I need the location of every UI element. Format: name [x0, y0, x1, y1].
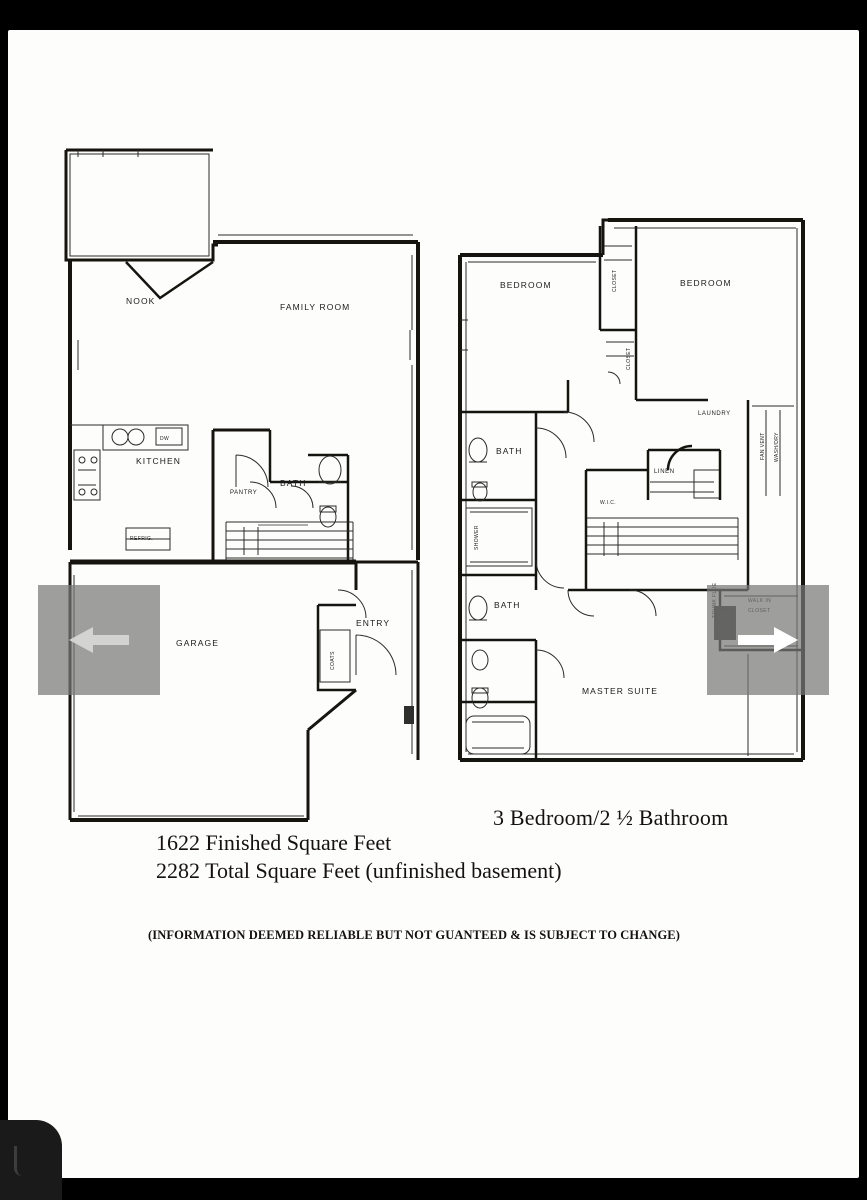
svg-text:BEDROOM: BEDROOM	[680, 278, 732, 288]
arrow-right-icon	[707, 622, 829, 658]
previous-image-button[interactable]	[38, 585, 160, 695]
svg-text:ENTRY: ENTRY	[356, 618, 391, 628]
svg-text:FAMILY ROOM: FAMILY ROOM	[280, 302, 351, 312]
caption-total-sqft: 2282 Total Square Feet (unfinished basement)	[156, 858, 562, 883]
main-floor-plan	[66, 150, 418, 820]
svg-text:MASTER SUITE: MASTER SUITE	[582, 686, 659, 696]
next-image-button[interactable]	[707, 585, 829, 695]
svg-text:NOOK: NOOK	[126, 296, 156, 306]
svg-text:CLOSET: CLOSET	[612, 269, 618, 292]
svg-text:BATH: BATH	[494, 600, 521, 610]
caption-disclaimer: (INFORMATION DEEMED RELIABLE BUT NOT GUANTEED & IS SUBJECT TO CHANGE)	[148, 928, 680, 942]
caption-bedroom-bath: 3 Bedroom/2 ½ Bathroom	[493, 805, 729, 830]
svg-text:WASH/DRY: WASH/DRY	[774, 432, 780, 462]
svg-text:LAUNDRY: LAUNDRY	[698, 411, 731, 417]
svg-text:BEDROOM: BEDROOM	[500, 280, 552, 290]
svg-text:REFRIG.: REFRIG.	[130, 536, 154, 542]
svg-text:BATH: BATH	[280, 478, 307, 488]
caption-finished-sqft: 1622 Finished Square Feet	[156, 830, 392, 855]
arrow-left-icon	[38, 622, 160, 658]
app-corner-chrome	[0, 1120, 62, 1200]
svg-text:CLOSET: CLOSET	[626, 347, 632, 370]
svg-text:PANTRY: PANTRY	[230, 490, 258, 496]
svg-text:COATS: COATS	[330, 651, 336, 670]
svg-text:W.I.C.: W.I.C.	[600, 500, 617, 506]
svg-text:GARAGE: GARAGE	[176, 638, 219, 648]
svg-text:LINEN: LINEN	[654, 469, 675, 475]
svg-text:DW: DW	[160, 436, 170, 442]
svg-text:SHOWER: SHOWER	[474, 525, 480, 550]
svg-text:KITCHEN: KITCHEN	[136, 456, 182, 466]
svg-text:BATH: BATH	[496, 446, 523, 456]
floor-plan-page	[8, 30, 859, 1178]
svg-text:FAN VENT: FAN VENT	[760, 432, 766, 460]
